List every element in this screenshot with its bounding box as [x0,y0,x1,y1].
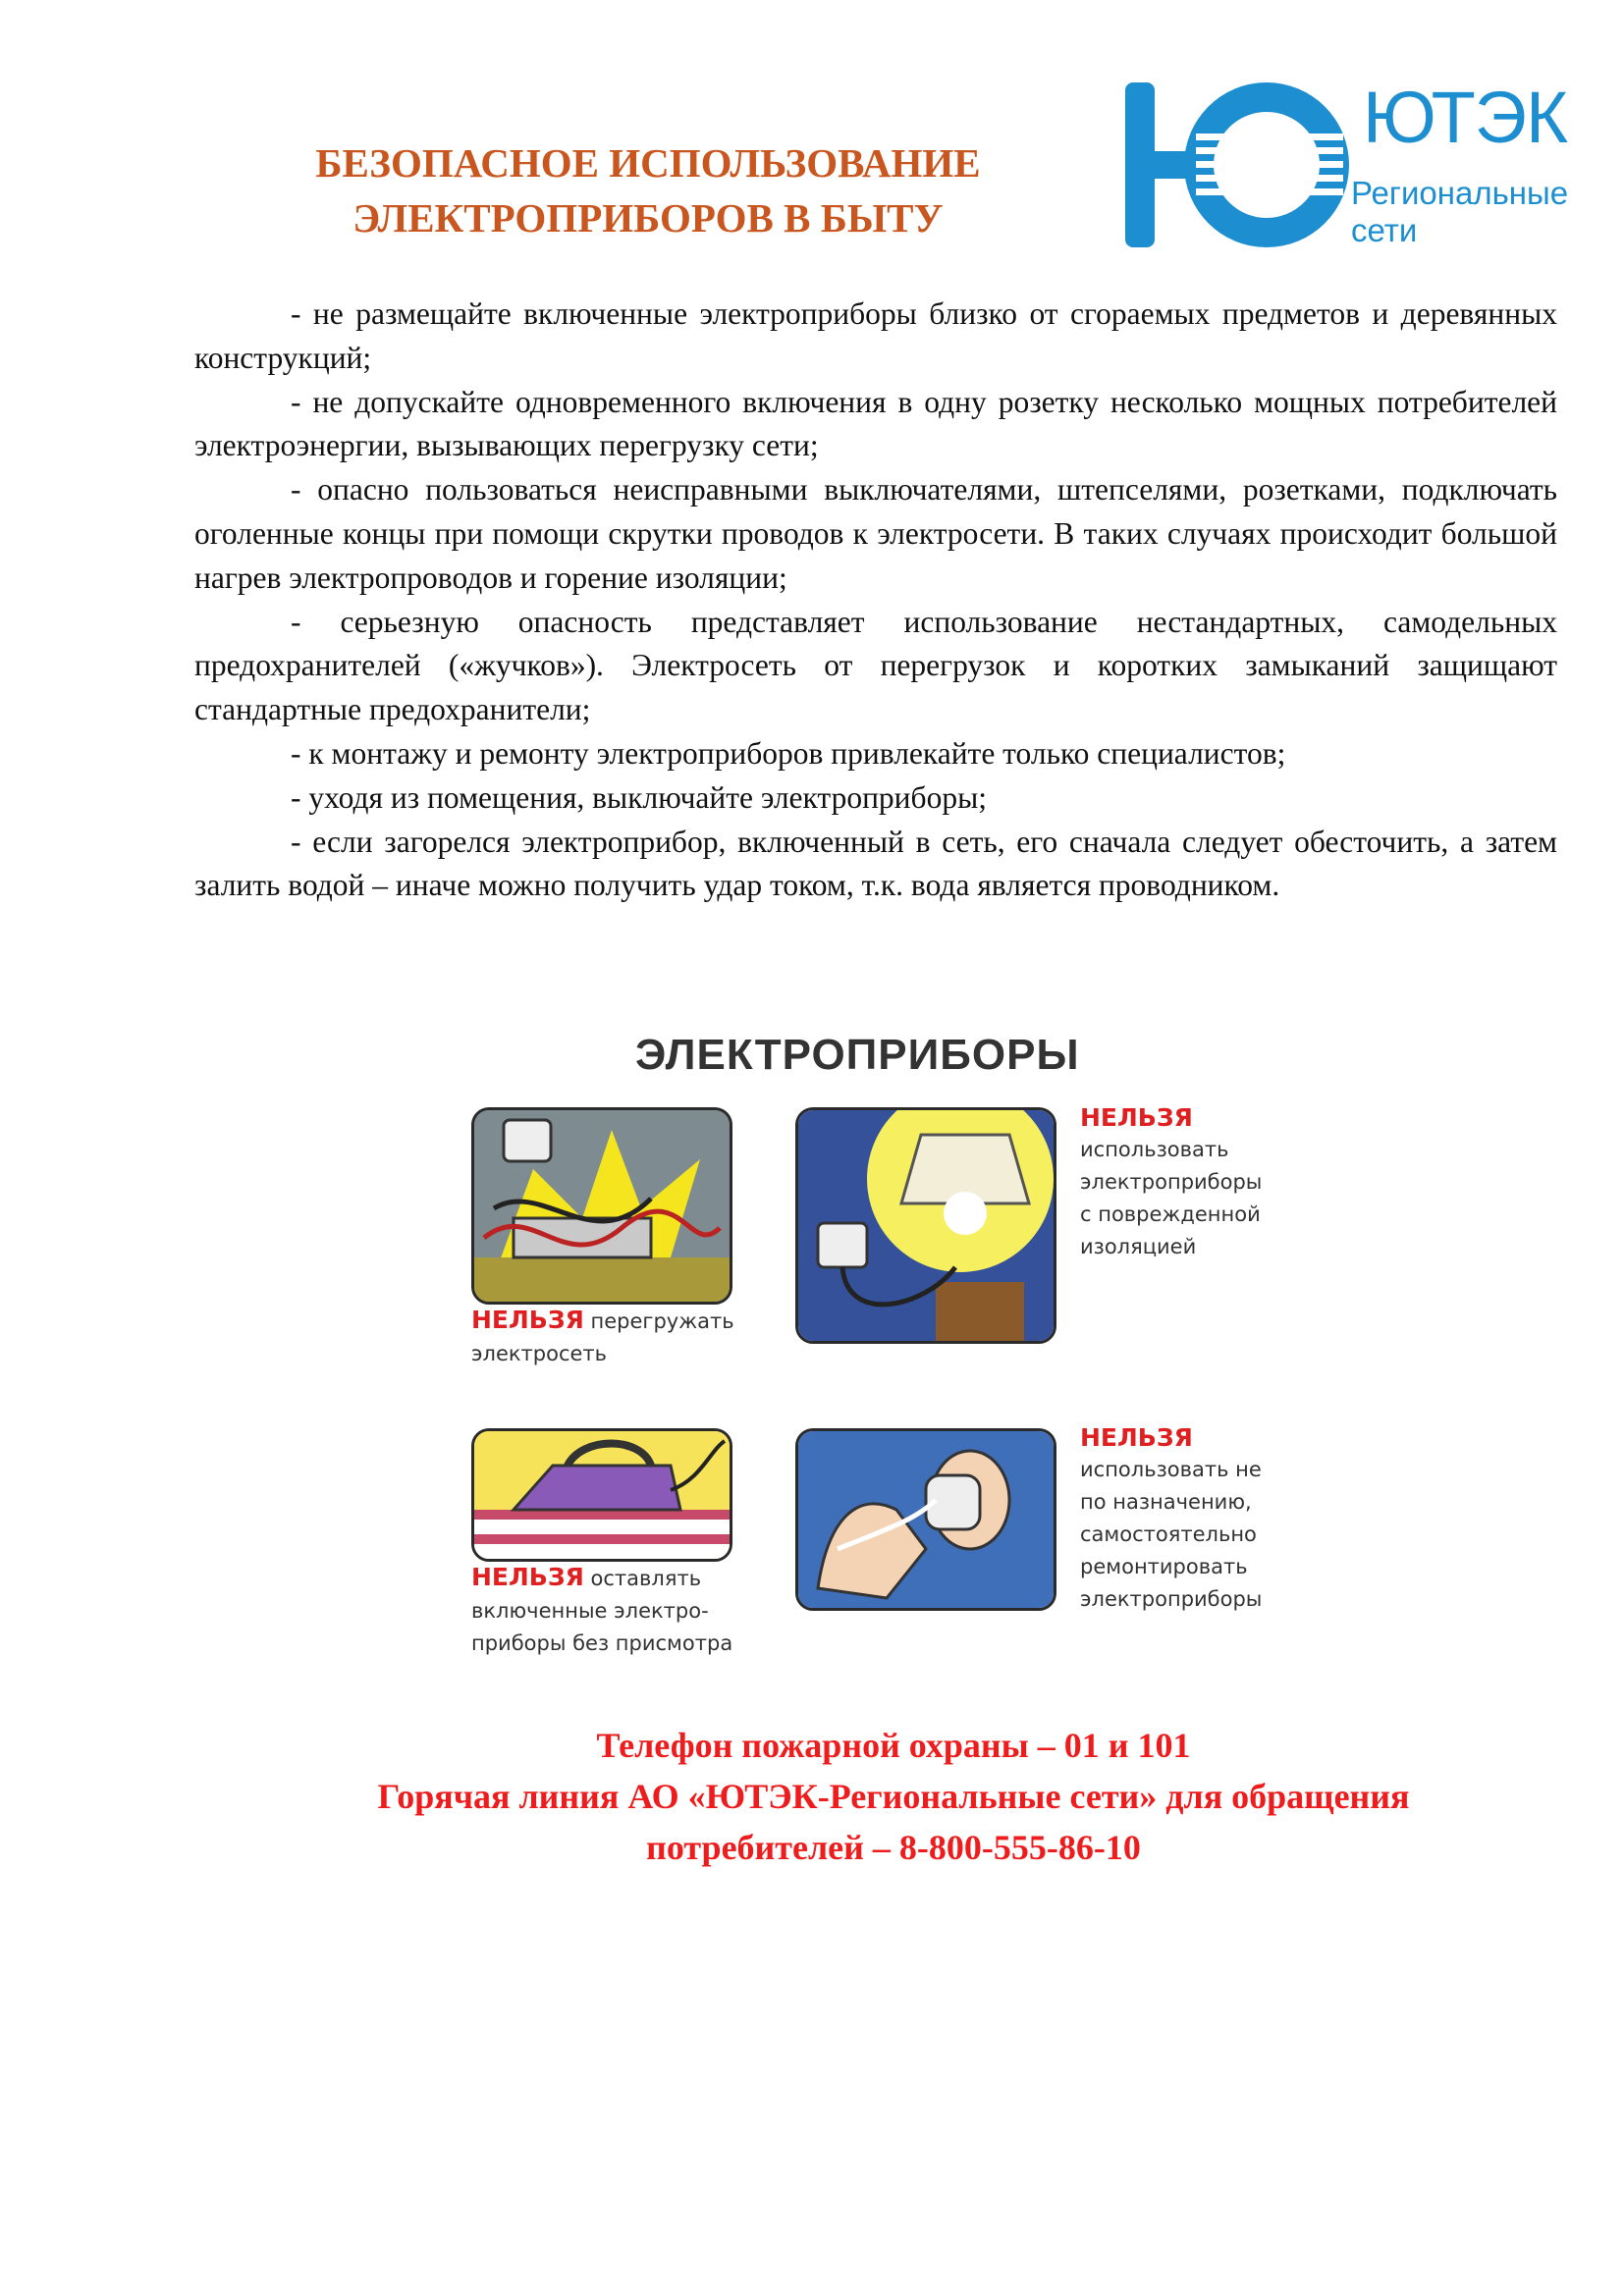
caption-text: самостоятельно [1080,1522,1257,1546]
rule-paragraph: - не размещайте включенные электроприборы близко от сгораемых предметов и деревянных конструкций; [194,296,1557,375]
caption-text: использовать [1080,1138,1229,1161]
warning-label: НЕЛЬЗЯ [1080,1423,1193,1452]
overload-illustration [471,1107,732,1305]
rule-paragraph: - к монтажу и ремонту электроприборов привлекайте только специалистов; [291,735,1286,771]
iron-icon [474,1431,730,1559]
caption-text: с поврежденной [1080,1202,1261,1226]
self-repair-illustration [795,1428,1056,1611]
rule-paragraph: - серьезную опасность представляет использование нестандартных, самодельных предохранителей («жучков»). Электросеть от перегрузок и коротких замыканий защищают стандартные предохранители; [194,604,1557,727]
electrical-appliances-poster [257,1011,1553,1679]
utek-emblem-icon [1119,77,1355,253]
damaged-insulation-illustration [795,1107,1056,1344]
safety-rules-text [194,293,1557,908]
logo-name: ЮТЭК [1363,77,1568,158]
contact-info [196,1720,1591,1873]
overloaded-socket-icon [474,1110,730,1302]
hands-wires-icon [798,1431,1054,1608]
document-title [226,135,1070,245]
logo-subtitle-line-2: сети [1351,212,1418,248]
logo-subtitle-line-1: Региональные [1351,175,1569,211]
rule-paragraph: - не допускайте одновременного включения в одну розетку несколько мощных потребителей электроэнергии, вызывающих перегрузку сети; [194,384,1557,463]
caption-text: электроприборы [1080,1170,1263,1194]
warning-label: НЕЛЬЗЯ [1080,1103,1193,1132]
table-lamp-icon [798,1110,1054,1341]
caption-text: оставлять [590,1567,702,1590]
caption-text: перегружать [590,1309,734,1333]
caption-damaged-insulation [1080,1101,1335,1263]
warning-label: НЕЛЬЗЯ [471,1306,584,1334]
caption-text: электроприборы [1080,1587,1263,1611]
rule-paragraph: - опасно пользоваться неисправными выключателями, штепселями, розетками, подключать оголенные концы при помощи скрутки проводов к электросети. В таких случаях происходит большой нагрев электропроводов и горение изоляции; [194,472,1557,595]
caption-text: приборы без присмотра [471,1631,733,1655]
caption-text: использовать не [1080,1458,1262,1481]
hotline-line-1: Горячая линия АО «ЮТЭК-Региональные сети» для обращения [377,1777,1410,1816]
caption-text: электросеть [471,1342,608,1365]
logo-subtitle [1351,175,1568,249]
title-line-1: БЕЗОПАСНОЕ ИСПОЛЬЗОВАНИЕ [315,140,981,186]
caption-text: по назначению, [1080,1490,1252,1514]
poster-title: ЭЛЕКТРОПРИБОРЫ [635,1031,1080,1079]
utek-logo [1119,77,1600,253]
caption-text: включенные электро- [471,1599,709,1623]
rule-paragraph: - если загорелся электроприбор, включенный в сеть, его сначала следует обесточить, а затем залить водой – иначе можно получить удар током, т.к. вода является проводником. [194,824,1557,903]
rule-paragraph: - уходя из помещения, выключайте электроприборы; [291,779,987,815]
hotline-line-2: потребителей – 8-800-555-86-10 [646,1828,1141,1867]
caption-unattended-iron [471,1561,785,1660]
title-line-2: ЭЛЕКТРОПРИБОРОВ В БЫТУ [352,195,944,240]
caption-self-repair [1080,1421,1335,1616]
warning-label: НЕЛЬЗЯ [471,1563,584,1591]
caption-text: ремонтировать [1080,1555,1248,1578]
caption-overload [471,1304,766,1370]
caption-text: изоляцией [1080,1235,1197,1258]
fire-service-phone: Телефон пожарной охраны – 01 и 101 [596,1726,1191,1765]
unattended-iron-illustration [471,1428,732,1562]
